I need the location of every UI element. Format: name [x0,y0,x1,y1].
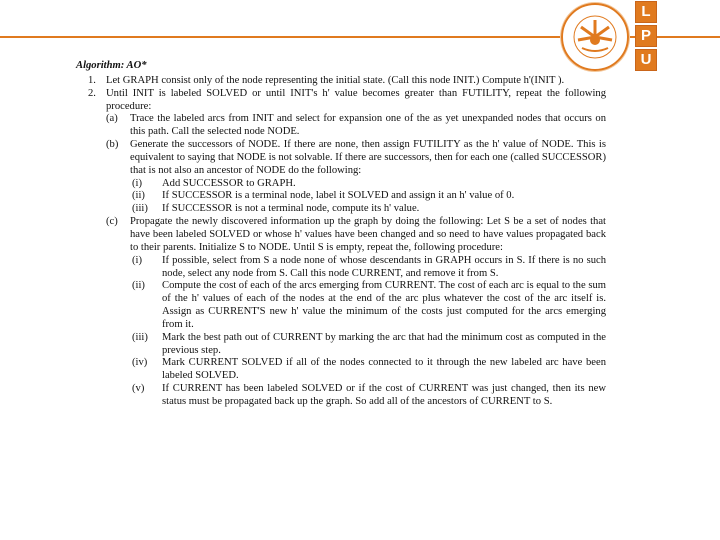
item-text: Add SUCCESSOR to GRAPH. [162,177,296,189]
logo-letter-l: L [635,1,657,23]
substep-text: Propagate the newly discovered information up the graph by doing the following: Let S be a set of nodes that have been labeled SOLVED or whose h' values have been changed and so need to have values propagated back to their parents. Initialize S to NODE. Until S is empty, repeat the, following procedure: [130,216,606,253]
step-1 [76,75,606,88]
item-number: (ii) [132,280,145,292]
substep-c-item-iv [76,357,606,383]
item-text: If possible, select from S a node none of whose descendants in GRAPH occurs in S. If there is no such node, select any node from S. Call this node CURRENT, and remove it from S. [162,254,606,279]
item-text: If CURRENT has been labeled SOLVED or if the cost of CURRENT was just changed, then its new status must be propagated back up the graph. So add all of the ancestors of CURRENT to S. [162,383,606,407]
substep-b-item-ii [76,190,606,203]
substep-c-item-ii [76,280,606,331]
substep-number: (b) [106,139,119,151]
item-number: (i) [132,177,142,189]
substep-b-item-i [76,178,606,191]
substep-a [76,113,606,139]
substep-text: Trace the labeled arcs from INIT and select for expansion one of the as yet unexpanded nodes that occurs on this path. Call the selected node NODE. [130,113,606,138]
substep-c-item-v [76,383,606,409]
step-2 [76,88,606,114]
substep-c [76,216,606,255]
substep-b [76,139,606,178]
logo-letter-p: P [635,25,657,47]
algorithm-document [76,60,606,409]
lpu-logo [635,1,657,73]
item-text: If SUCCESSOR is a terminal node, label it SOLVED and assign it an h' value of 0. [162,190,515,202]
step-number: 1. [88,74,96,86]
step-text: Until INIT is labeled SOLVED or until INIT's h' value becomes greater than FUTILITY, repeat the following procedure: [106,87,606,112]
substep-text: Generate the successors of NODE. If there are none, then assign FUTILITY as the h' value of NODE. This is equivalent to saying that NODE is not solvable. If there are successors, then for each one (called SUCCESSOR) that is not also an ancestor of NODE do the following: [130,139,606,176]
item-number: (v) [132,383,145,395]
substep-c-item-i [76,255,606,281]
step-text: Let GRAPH consist only of the node representing the initial state. (Call this node INIT.) Compute h'(INIT ). [106,74,565,86]
item-text: Mark CURRENT SOLVED if all of the nodes connected to it through the new labeled arc have been labeled SOLVED. [162,357,606,382]
item-number: (i) [132,254,142,266]
item-text: If SUCCESSOR is not a terminal node, compute its h' value. [162,203,420,215]
step-number: 2. [88,87,96,99]
logo-letter-u: U [635,49,657,71]
substep-number: (c) [106,216,118,228]
item-number: (iv) [132,357,148,369]
item-number: (iii) [132,331,148,343]
item-number: (ii) [132,190,145,202]
item-text: Mark the best path out of CURRENT by marking the arc that had the minimum cost as computed in the previous step. [162,331,606,356]
substep-c-item-iii [76,332,606,358]
item-number: (iii) [132,203,148,215]
item-text: Compute the cost of each of the arcs emerging from CURRENT. The cost of each arc is equal to the sum of the h' values of each of the nodes at the end of the arc plus whatever the cost of the arc itself is. Assign as CURRENT'S new h' value the minimum of the costs just computed for the arcs emerging from it. [162,280,606,330]
substep-b-item-iii [76,203,606,216]
substep-number: (a) [106,113,118,125]
algorithm-title: Algorithm: AO* [76,60,147,71]
